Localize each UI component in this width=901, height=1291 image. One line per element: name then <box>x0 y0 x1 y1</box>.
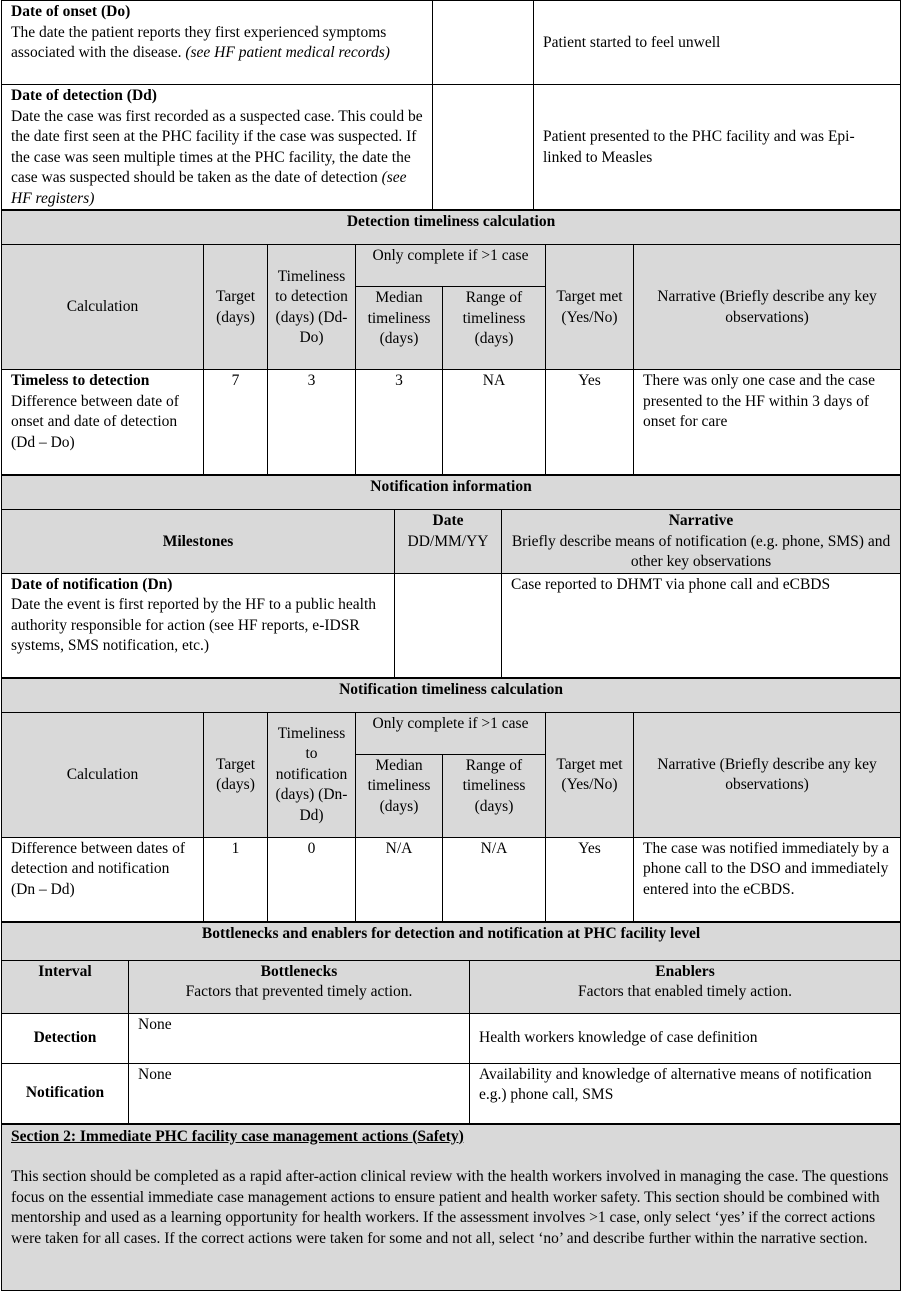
notif-hdr-narrative-title: Narrative <box>668 512 734 529</box>
bn-hdr-interval: Interval <box>2 960 129 1013</box>
notif-calc-row-met: Yes <box>546 837 634 921</box>
bn-row-interval: Notification <box>2 1063 129 1123</box>
det-hdr-target: Target (days) <box>204 245 268 370</box>
notification-info-table <box>1 475 901 678</box>
det-hdr-narrative: Narrative (Briefly describe any key observations) <box>634 245 901 370</box>
notif-hdr-date-format: DD/MM/YY <box>407 532 489 550</box>
notification-calc-table <box>1 678 901 922</box>
det-hdr-range: Range of timeliness (days) <box>443 287 546 370</box>
det-row-desc: Difference between date of onset and date of detection (Dd – Do) <box>11 392 179 451</box>
notif-calc-hdr-target: Target (days) <box>204 712 268 837</box>
bn-row-enabler: Health workers knowledge of case definition <box>470 1013 901 1063</box>
detection-title: Date of detection (Dd) <box>11 87 157 104</box>
bn-hdr-bottlenecks <box>129 960 470 1013</box>
notif-row-narrative: Case reported to DHMT via phone call and eCBDS <box>502 573 901 677</box>
notification-calc-row <box>2 837 901 921</box>
onset-ref: (see HF patient medical records) <box>185 44 390 61</box>
detection-calc-title: Detection timeliness calculation <box>2 211 901 245</box>
det-hdr-median: Median timeliness (days) <box>356 287 443 370</box>
notification-info-title: Notification information <box>2 476 901 510</box>
det-row-median: 3 <box>356 370 443 475</box>
section2-title: Section 2: Immediate PHC facility case management actions (Safety) <box>11 1127 464 1145</box>
detection-date-cell <box>433 85 534 210</box>
notif-calc-row-range: N/A <box>443 837 546 921</box>
notif-hdr-date-title: Date <box>432 512 464 529</box>
onset-row <box>2 1 901 85</box>
bn-row-enabler: Availability and knowledge of alternative means of notification e.g.) phone call, SMS <box>470 1063 901 1123</box>
bn-row-bottleneck: None <box>129 1013 470 1063</box>
notif-calc-row-narrative: The case was notified immediately by a phone call to the DSO and immediately entered into the eCBDS. <box>634 837 901 921</box>
notif-calc-hdr-target-met: Target met (Yes/No) <box>546 712 634 837</box>
detection-row <box>2 85 901 210</box>
notif-row-desc: Date the event is first reported by the HF to a public health authority responsible for action (see HF reports, e-IDSR systems, SMS notification, etc.) <box>11 596 377 654</box>
bn-row-detection <box>2 1013 901 1063</box>
notif-calc-hdr-range: Range of timeliness (days) <box>443 754 546 837</box>
detection-calc-table <box>1 210 901 475</box>
notif-calc-row-target: 1 <box>204 837 268 921</box>
bn-hdr-enablers-desc: Factors that enabled timely action. <box>578 983 792 1000</box>
bn-row-bottleneck: None <box>129 1063 470 1123</box>
notif-calc-hdr-median: Median timeliness (days) <box>356 754 443 837</box>
onset-label-cell <box>2 1 433 85</box>
notif-hdr-narrative <box>502 510 901 574</box>
bn-row-interval: Detection <box>2 1013 129 1063</box>
detection-value: Patient presented to the PHC facility and was Epi-linked to Measles <box>534 85 901 210</box>
bn-hdr-bottlenecks-title: Bottlenecks <box>260 962 338 980</box>
det-row-narrative: There was only one case and the case presented to the HF within 3 days of onset for care <box>634 370 901 475</box>
notif-calc-row-timeliness: 0 <box>268 837 356 921</box>
det-hdr-calculation: Calculation <box>2 245 204 370</box>
notification-row <box>2 573 901 677</box>
notification-calc-title: Notification timeliness calculation <box>2 678 901 712</box>
notif-calc-hdr-timeliness: Timeliness to notification (days) (Dn-Dd) <box>268 712 356 837</box>
detection-ref: (see HF registers) <box>11 169 407 207</box>
bn-row-notification <box>2 1063 901 1123</box>
onset-title: Date of onset (Do) <box>11 3 131 20</box>
notif-calc-row-median: N/A <box>356 837 443 921</box>
det-row-target: 7 <box>204 370 268 475</box>
notif-calc-hdr-only-complete: Only complete if >1 case <box>356 712 546 754</box>
notif-calc-row-desc: Difference between dates of detection and notification (Dn – Dd) <box>2 837 204 921</box>
onset-desc: The date the patient reports they first experienced symptoms associated with the disease. <box>11 23 387 61</box>
notif-row-title: Date of notification (Dn) <box>11 575 173 593</box>
bn-hdr-bottlenecks-desc: Factors that prevented timely action. <box>185 983 413 1000</box>
bn-hdr-enablers <box>470 960 901 1013</box>
detection-label-cell <box>2 85 433 210</box>
notif-calc-hdr-narrative: Narrative (Briefly describe any key observations) <box>634 712 901 837</box>
bn-hdr-enablers-title: Enablers <box>655 962 715 980</box>
onset-value: Patient started to feel unwell <box>534 1 901 85</box>
det-hdr-only-complete: Only complete if >1 case <box>356 245 546 287</box>
detection-desc: Date the case was first recorded as a suspected case. This could be the date first seen at the PHC facility if the case was suspected. If the case was seen multiple times at the PHC facility, the date the case was suspected should be taken as the date of detection <box>11 107 423 186</box>
section2-cell <box>2 1124 901 1290</box>
det-row-met: Yes <box>546 370 634 475</box>
dates-table <box>1 0 901 210</box>
onset-date-cell <box>433 1 534 85</box>
notif-row-label <box>2 573 395 677</box>
notif-calc-hdr-calculation: Calculation <box>2 712 204 837</box>
det-row-title: Timeless to detection <box>11 372 150 389</box>
notif-hdr-narrative-desc: Briefly describe means of notification (e.g. phone, SMS) and other key observations <box>511 532 891 570</box>
bottlenecks-table <box>1 922 901 1124</box>
notif-hdr-date <box>395 510 502 574</box>
det-hdr-target-met: Target met (Yes/No) <box>546 245 634 370</box>
notif-row-date <box>395 573 502 677</box>
det-row-range: NA <box>443 370 546 475</box>
det-hdr-timeliness: Timeliness to detection (days) (Dd-Do) <box>268 245 356 370</box>
section2-table <box>1 1124 901 1291</box>
detection-calc-row <box>2 370 901 475</box>
det-row-timeliness: 3 <box>268 370 356 475</box>
bottlenecks-title: Bottlenecks and enablers for detection and notification at PHC facility level <box>2 922 901 960</box>
section2-body: This section should be completed as a rapid after-action clinical review with the health workers involved in managing the case. The questions focus on the essential immediate case management actions to ensure patient and health worker safety. This section should be combined with mentorship and used as a learning opportunity for health workers. If the assessment involves >1 case, only select ‘yes’ if the correct actions were taken for all cases. If the correct actions were taken for some and not all, select ‘no’ and describe further within the narrative section. <box>11 1168 889 1247</box>
notif-hdr-milestones: Milestones <box>2 510 395 574</box>
det-row-label <box>2 370 204 475</box>
